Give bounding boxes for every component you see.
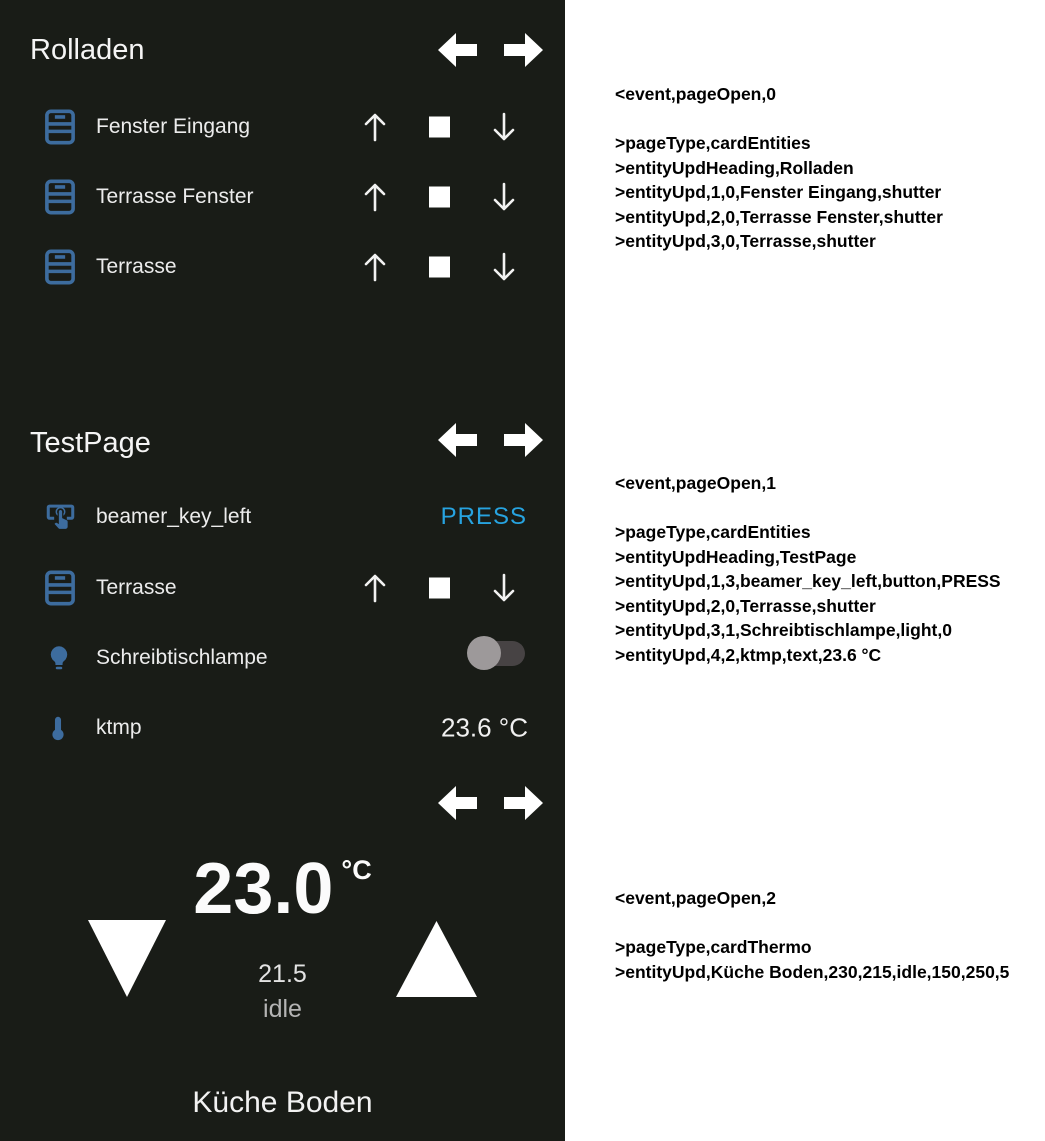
stop-square-icon xyxy=(429,117,450,138)
thermometer-icon xyxy=(44,712,72,744)
page-nav xyxy=(437,422,544,458)
current-temperature xyxy=(0,849,565,929)
log-line: >entityUpd,1,0,Fenster Eingang,shutter xyxy=(615,182,942,202)
prev-page-button[interactable] xyxy=(437,422,477,458)
shutter-up-button[interactable] xyxy=(357,111,393,143)
arrow-right-icon xyxy=(504,32,544,68)
toggle-knob xyxy=(467,636,501,670)
temperature-value: 23.6 °C xyxy=(440,712,528,743)
log-line: >pageType,cardEntities xyxy=(615,133,811,153)
current-temperature-value: 23.0 xyxy=(193,849,334,929)
log-line: >entityUpd,3,1,Schreibtischlampe,light,0 xyxy=(615,620,952,640)
log-line: >pageType,cardEntities xyxy=(615,522,811,542)
log-line: <event,pageOpen,2 xyxy=(615,888,776,908)
log-line: >entityUpd,1,3,beamer_key_left,button,PRESS xyxy=(615,571,1001,591)
temperature-unit: °C xyxy=(341,855,372,885)
next-page-button[interactable] xyxy=(504,785,544,821)
window-shutter-icon xyxy=(44,249,76,285)
next-page-button[interactable] xyxy=(504,422,544,458)
gesture-tap-button-icon xyxy=(44,501,77,534)
log-line: >entityUpd,2,0,Terrasse,shutter xyxy=(615,595,876,616)
press-button[interactable]: PRESS xyxy=(440,503,527,530)
prev-page-button[interactable] xyxy=(437,785,477,821)
next-page-button[interactable] xyxy=(504,32,544,68)
thermostat-title: Küche Boden xyxy=(192,1086,373,1119)
page-title: TestPage xyxy=(30,427,151,459)
shutter-stop-button[interactable] xyxy=(421,187,457,208)
entity-row xyxy=(0,566,565,610)
shutter-up-button[interactable] xyxy=(357,572,393,604)
arrow-right-icon xyxy=(504,785,544,821)
stop-square-icon xyxy=(429,187,450,208)
log-line: >entityUpd,4,2,ktmp,text,23.6 °C xyxy=(615,644,882,665)
stop-square-icon xyxy=(429,257,450,278)
shutter-stop-button[interactable] xyxy=(421,578,457,599)
prev-page-button[interactable] xyxy=(437,32,477,68)
entity-label: Terrasse xyxy=(96,576,177,599)
window-shutter-icon xyxy=(44,179,76,215)
window-shutter-icon xyxy=(44,570,76,606)
log-line: >entityUpdHeading,Rolladen xyxy=(615,157,854,178)
entity-label: Fenster Eingang xyxy=(96,115,251,138)
shutter-down-button[interactable] xyxy=(486,111,522,143)
hvac-state: idle xyxy=(263,995,302,1023)
entity-row xyxy=(0,245,565,289)
entity-label: ktmp xyxy=(96,716,142,739)
log-line: <event,pageOpen,0 xyxy=(615,84,776,104)
log-line: >entityUpd,3,0,Terrasse,shutter xyxy=(615,231,876,251)
shutter-up-button[interactable] xyxy=(357,251,393,283)
log-line: >entityUpd,Küche Boden,230,215,idle,150,250,5 xyxy=(615,961,1010,982)
arrow-left-icon xyxy=(437,422,477,458)
entity-label: Schreibtischlampe xyxy=(96,646,268,669)
entity-label: Terrasse Fenster xyxy=(96,185,254,208)
window-shutter-icon xyxy=(44,109,76,145)
shutter-up-button[interactable] xyxy=(357,181,393,213)
entity-row xyxy=(0,105,565,149)
entity-row xyxy=(0,495,565,539)
lightbulb-icon xyxy=(44,643,74,673)
log-line: >entityUpd,2,0,Terrasse Fenster,shutter xyxy=(615,206,943,227)
shutter-down-button[interactable] xyxy=(486,181,522,213)
entity-label: Terrasse xyxy=(96,255,177,278)
arrow-right-icon xyxy=(504,422,544,458)
light-toggle-switch[interactable] xyxy=(470,641,525,666)
log-block-page0 xyxy=(615,82,943,254)
entity-row xyxy=(0,706,565,750)
log-line: <event,pageOpen,1 xyxy=(615,473,776,493)
log-line: >entityUpdHeading,TestPage xyxy=(615,546,857,567)
arrow-left-icon xyxy=(437,785,477,821)
shutter-down-button[interactable] xyxy=(486,572,522,604)
entity-label: beamer_key_left xyxy=(96,505,252,528)
page-title: Rolladen xyxy=(30,34,145,66)
entity-row xyxy=(0,175,565,219)
log-block-page2 xyxy=(615,886,1009,984)
stop-square-icon xyxy=(429,578,450,599)
arrow-left-icon xyxy=(437,32,477,68)
page-nav xyxy=(437,785,544,821)
shutter-stop-button[interactable] xyxy=(421,257,457,278)
shutter-stop-button[interactable] xyxy=(421,117,457,138)
log-line: >pageType,cardThermo xyxy=(615,937,812,957)
log-block-page1 xyxy=(615,471,1001,667)
shutter-down-button[interactable] xyxy=(486,251,522,283)
page-nav xyxy=(437,32,544,68)
setpoint-value: 21.5 xyxy=(258,960,307,988)
